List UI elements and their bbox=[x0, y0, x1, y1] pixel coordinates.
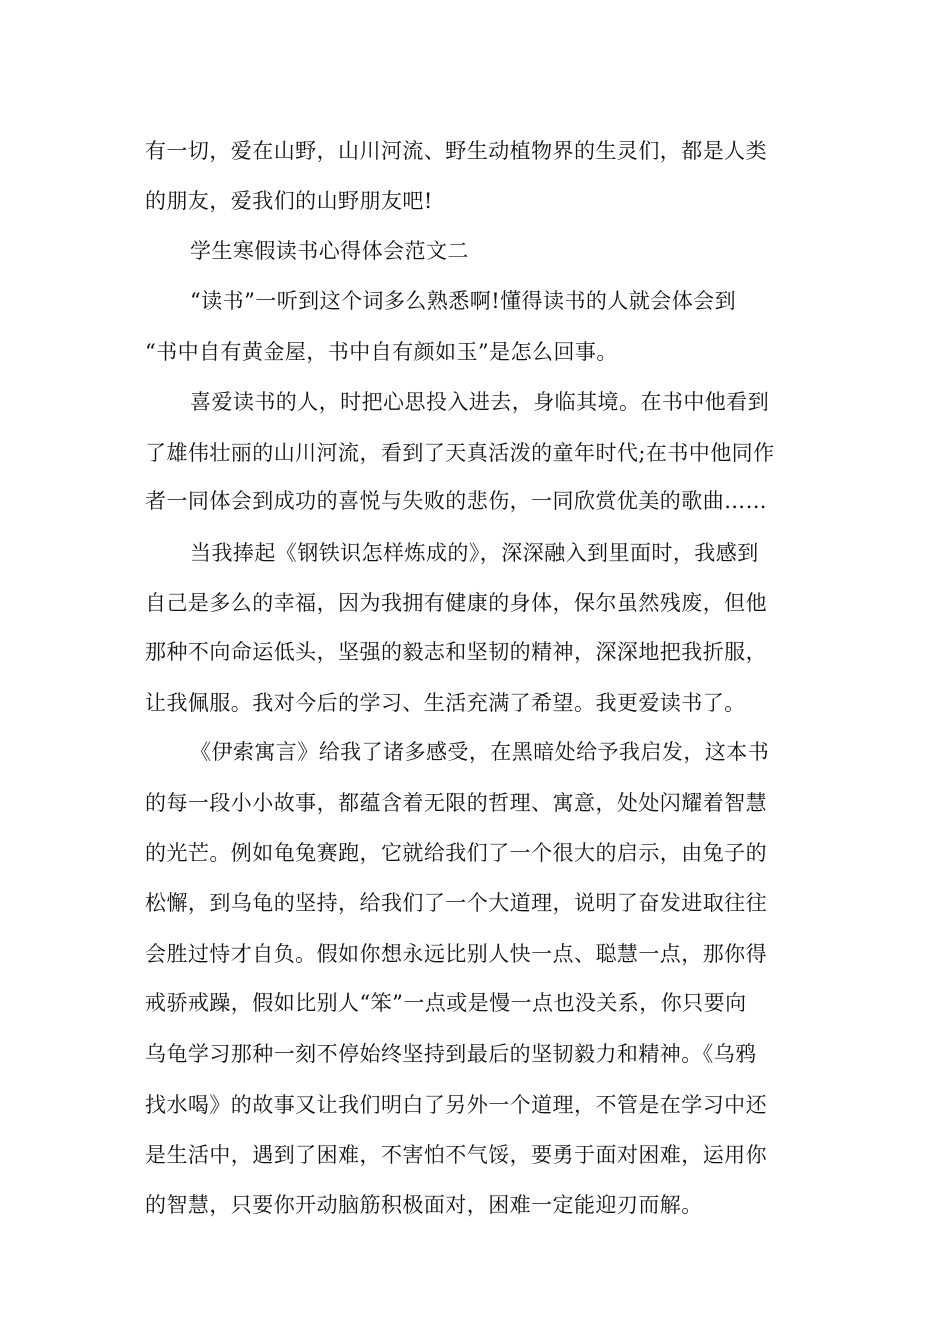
paragraph-first-line: 《伊索寓言》给我了诸多感受，在黑暗处给予我启发，这本书 bbox=[190, 740, 770, 764]
paragraph-first-line: “读书”一听到这个词多么熟悉啊!懂得读书的人就会体会到 bbox=[190, 289, 737, 313]
text-line: 戒骄戒躁，假如比别人“笨”一点或是慢一点也没关系，你只要向 bbox=[145, 991, 747, 1015]
text-line: 让我佩服。我对今后的学习、生活充满了希望。我更爱读书了。 bbox=[145, 691, 746, 715]
paragraph-first-line: 喜爱读书的人，时把心思投入进去，身临其境。在书中他看到 bbox=[190, 390, 770, 414]
text-line: 的每一段小小故事，都蕴含着无限的哲理、寓意，处处闪耀着智慧 bbox=[145, 791, 768, 815]
text-line: 自己是多么的幸福，因为我拥有健康的身体，保尔虽然残废，但他 bbox=[145, 591, 768, 615]
text-line: 有一切，爱在山野，山川河流、野生动植物界的生灵们，都是人类 bbox=[145, 139, 768, 163]
text-line: 的朋友，爱我们的山野朋友吧! bbox=[145, 189, 433, 213]
text-line: 者一同体会到成功的喜悦与失败的悲伤，一同欣赏优美的歌曲…… bbox=[145, 489, 768, 513]
text-line: 那种不向命运低头，坚强的毅志和坚韧的精神，深深地把我折服， bbox=[145, 640, 768, 664]
section-heading: 学生寒假读书心得体会范文二 bbox=[190, 239, 469, 263]
text-line: 的光芒。例如龟兔赛跑，它就给我们了一个很大的启示，由兔子的 bbox=[145, 841, 768, 865]
text-line: 会胜过恃才自负。假如你想永远比别人快一点、聪慧一点，那你得 bbox=[145, 942, 768, 966]
paragraph-first-line: 当我捧起《钢铁识怎样炼成的》，深深融入到里面时，我感到 bbox=[190, 541, 759, 565]
text-line: 了雄伟壮丽的山川河流，看到了天真活泼的童年时代;在书中他同作 bbox=[145, 441, 775, 465]
text-line: 的智慧，只要你开动脑筋积极面对，困难一定能迎刃而解。 bbox=[145, 1193, 703, 1217]
text-line: 松懈，到乌龟的坚持，给我们了一个大道理，说明了奋发进取往往 bbox=[145, 891, 768, 915]
text-line: 找水喝》的故事又让我们明白了另外一个道理，不管是在学习中还 bbox=[145, 1093, 768, 1117]
text-line: 是生活中，遇到了困难，不害怕不气馁，要勇于面对困难，运用你 bbox=[145, 1143, 768, 1167]
text-line: “书中自有黄金屋，书中自有颜如玉”是怎么回事。 bbox=[145, 340, 618, 364]
text-line: 乌龟学习那种一刻不停始终坚持到最后的坚韧毅力和精神。《乌鸦 bbox=[145, 1042, 757, 1066]
